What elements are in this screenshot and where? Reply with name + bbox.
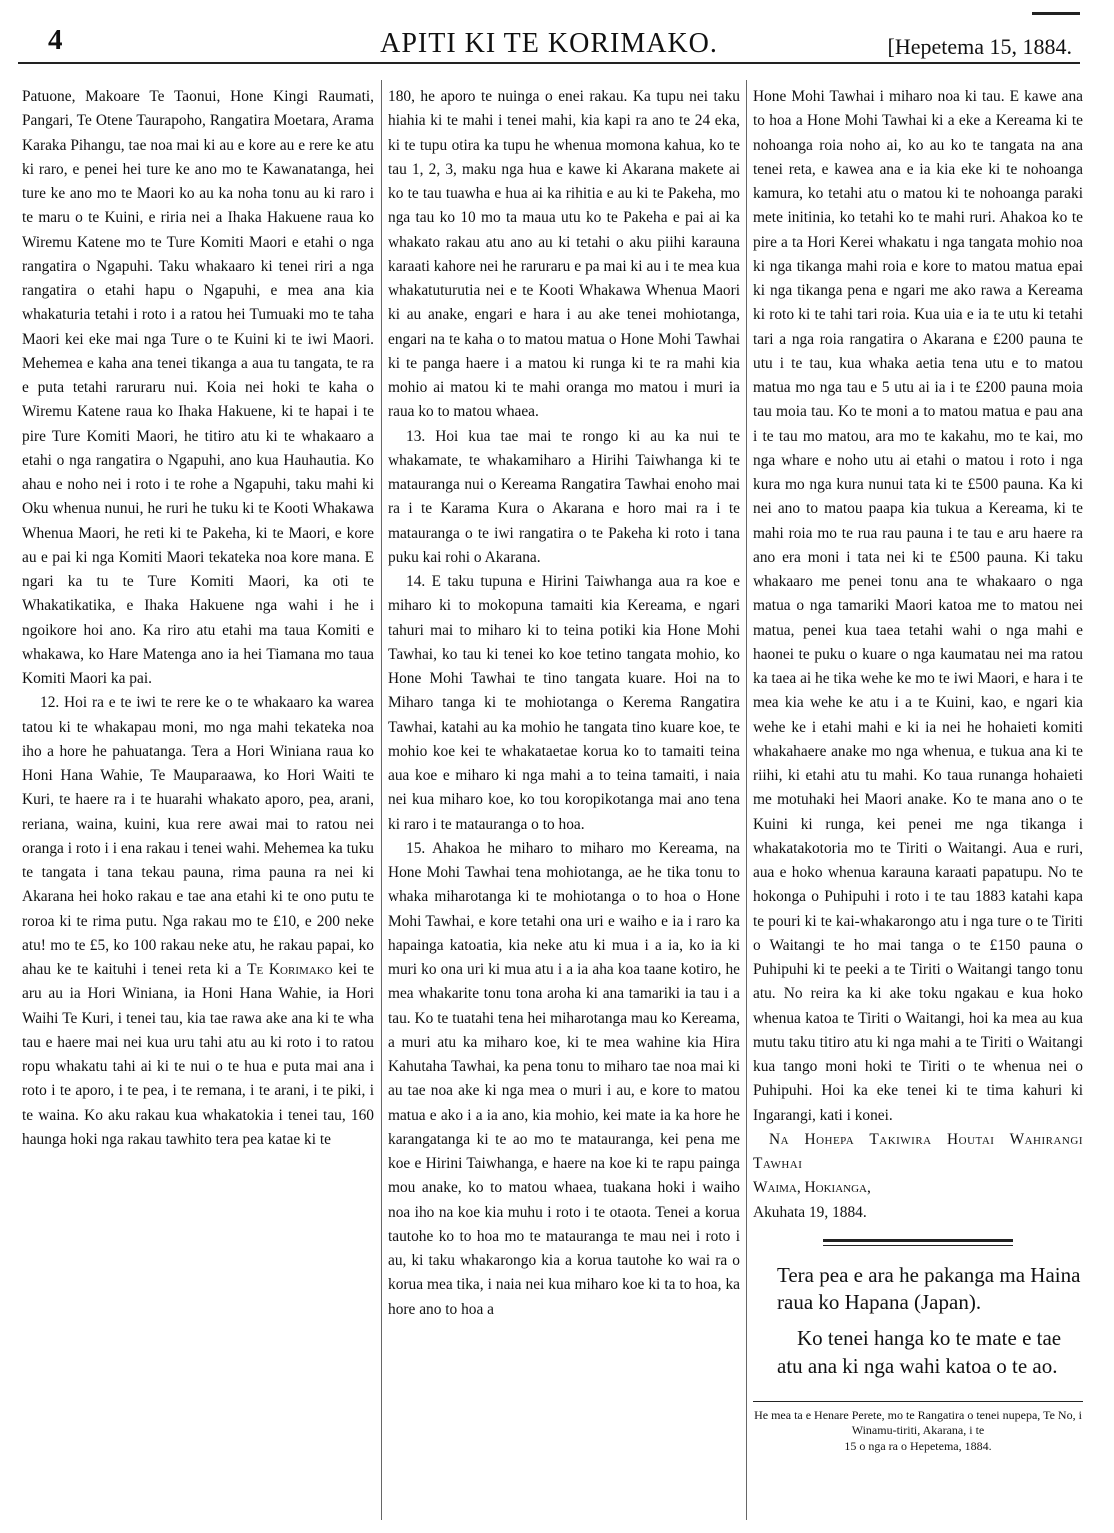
- news-notice: [777, 1262, 1083, 1381]
- imprint-line: He mea ta e Henare Perete, mo te Rangatira o tenei nupepa, Te No, i Winamu-tiriti, Akarana, i te: [754, 1407, 1082, 1438]
- imprint-line: 15 o nga ra o Hepetema, 1884.: [844, 1438, 992, 1453]
- newspaper-name: Te Korimako: [247, 961, 333, 978]
- article-paragraph-13: 13. Hoi kua tae mai te rongo ki au ka nui te whakamate, te whakamiharo a Hirihi Taiwhanga ki te matauranga nui o Kereama Rangatira Tawhai enoho mai ra i te Karama Kura o Akarana e horo mai ra i te matauranga o te iwi rangatira o te Pakeha ki roto i tana puku kai rohi o Akarana.: [388, 427, 740, 566]
- header-ornament: [1032, 12, 1080, 21]
- signature-name: Na Hohepa Takiwira Houtai Wahirangi Tawhai: [753, 1130, 1083, 1172]
- notice-line: Ko tenei hanga ko te mate e tae atu ana ki nga wahi katoa o te ao.: [777, 1326, 1062, 1378]
- printer-imprint: [753, 1408, 1083, 1455]
- article-paragraph-14: 14. E taku tupuna e Hirini Taiwhanga aua ra koe e miharo ki to mokopuna tamaiti kia Kereama, e ngari tahuri mai to miharo ki to teina potiki kia Hone Mohi Tawhai, ko tau ki tenei ko koe tetino tangata mohio, ko Hone Mohi Tawhai te tino tangata kuare. Hoi na to Miharo tanga ki te mohiotanga o Kerema Rangatira Tawhai, katahi au ka mohio he tangata tino kuare koe, te mohio koe kei te whakataetae korua ko to tamaiti teina aua koe e miharo ki nga mahi a to teina tamaiti, i naia nei kua miharo koe, ko tou koropikotanga mai ano tena ki raro i te matauranga o to hoa.: [388, 573, 740, 833]
- page-number: 4: [48, 24, 63, 56]
- notice-line: Tera pea e ara he pakanga ma Haina raua ko Hapana (Japan).: [777, 1262, 1081, 1315]
- imprint-divider: [753, 1401, 1083, 1402]
- article-paragraph-15: 15. Ahakoa he miharo to miharo mo Kereama, na Hone Mohi Tawhai tena mohiotanga, ae he tika tonu to whaka miharotanga ki te mohiotanga o to hoa o Hone Mohi Tawhai, e kore tetahi ona uri e waiho e ia i raro ka hapainga katoatia, kia neke atu ki mua i a ia, ko ia ki muri ko ona uri ki mua atu i a ia aha koa taane kotiro, he mea whakarite tonu tona aroha ki ana tamariki ia tau i a tau. Ko te tuatahi tena hei miharotanga mau ko Kereama, a muri atu ka miharo koe, ki te mea wahine kia Hira Kahutaha Tawhai, ka pena tonu to miharo tae noa mai ki au tae noa ake ki nga mea o muri i au, e kore to matou matua e ako i a ia ano, kia mohio, kei mate ia ka hore he karangatanga ki te ao mo te matauranga, kei pena me koe e Hirini Taiwhanga, e haere na koe ki te rapu painga mou anake, ko to matou whaea, tuakana hoki i waiho noa iho na koe kia muhu i roto i te otaota. Tenei a korua tautohe ko to hoa mo te matauranga te mau nei i roto i au, ki taku whakarongo kia a korua tautohe ko wai ra o korua mea tika, i naia nei kua miharo koe ki ta to hoa, ka hore ano to hoa a: [388, 839, 740, 1318]
- article-paragraph-12: 12. Hoi ra e te iwi te rere ke o te whakaaro ka warea tatou ki te whakapau moni, mo nga mahi tekateka noa iho a hore he pahuatanga. Tera a Hori Winiana raua ko Honi Hana Wahie, Te Mauparaawa, ko Hori Waiti te Kuri, te haere ra i te huarahi whakato aporo, pea, arani, reriana, waina, kuini, kua rere awai mai to ratou nei oranga i roto i i ena rakau i tenei wahi. Mehemea ka tuku te tangata i tana tekau pauna, rima pauna ra nei ki Akarana hei hoko rakau e tae ana etahi ki te ono putu te roroa ki te rima putu. Nga rakau mo te £10, e 200 neke atu! mo te £5, ko 100 rakau neke atu, he rakau papai, ko ahau ke te kaituhi i tenei reta ki a Te Korimako kei te aru au ia Hori Winiana, ia Honi Hana Wahie, ia Hori Waihi Te Kuri, i tenei tau, kia tae rawa ake ana ki te wha tau e haere mai nei kua uru tahi atu au ki roto i to ratou ropu whakatu tahi ai ki te nui o te hua e puta mai ana i roto i te aporo, i te pea, i te remana, i te arani, i te piki, i te waina. Ko aku rakau kua whakatokia i tenei tau, 160 haunga hoki nga rakau tawhito tera pea katae ki te: [22, 694, 374, 1148]
- article-paragraph: Hone Mohi Tawhai i miharo noa ki tau. E kawe ana to hoa a Hone Mohi Tawhai ki a eke a Kereama ki te nohoanga roia noho ai, ko au ko te tangata na ana tenei reta, e kawea ana e ia kia eke ki te nohoanga kamura, ko tetahi atu o matou ki te nohoanga paraki mete initinia, ko tetahi ko te mahi ruri. Ahakoa ko te pire a ta Hori Kerei whakatu i nga tangata mohio noa ki nga tikanga mahi roia e kore to matou matua epai ki nga tikanga pena e ngari me ako rawa a Kereama ki roto ki te tahi tari roia. Kua uia e ia te utu ki tetahi tari a nga roia rangatira o Akarana e £200 pauna te utu i te tau, kua whaka aetia tena utu e to matou matua mo nga tau e 5 utu ai ia i te £200 pauna moia tau moia tau. Ko te moni a to matou matua e pau ana i te tau mo matou, ara mo te kakahu, mo te kai, mo nga whare e noho utu ai etahi o matou i roto i nga kura mo nga kura nunui tata ki te £500 pauna. Ka ki nei ano to matou paapa kia tukua a Kereama, ki te mahi roia mo te rua rau pauna i te tau e aru haere ra ano era moni i tata nei ki te £500 pauna. Ki taku whakaaro me penei tonu ana te whakaaro o nga matua o nga tamariki Maori katoa me to matou nei matua, penei kua taea tetahi wahi o nga mahi e haonei te puku o kuare o nga kaumatau nei ma ratou ka taea ai he tika wehe ke mo te iwi Maori, e hara i te mea kia wehe ke atu i a te Kuini, kao, e ngari kia wehe ke i etahi mahi e ki ia nei he hohaieti komiti whakahaere anake mo nga whenua, e tukua ana ki te riihi, ki etahi atu tu mahi. Ko taua runanga hohaieti me motuhaki hei Maori anake. Ko te mana ano o te Kuini ki runga, kei penei me nga tikanga i whakatakotoria mo te Tiriti o Waitangi. Aua e ruri, aua e hoko whenua karauna karaati papatupu. No te hokonga o Puhipuhi i roto i te tau 1883 katahi kapa te pouri ki te kai-whakarongo atu i nga ture o te Tiriti o Waitangi te ho mai tanga o te £150 pauna o Puhipuhi ki te peeki a te Tiriti o Waitangi tango tonu atu. No reira ka ki ake toku ngakau e kua hoko whenua katoa te Tiriti o Waitangi, hoi ka mea au kua mutu taku titiro atu ki nga mahi a te Tiriti o Waitangi kua tango moni hoki te Tiriti o te whenua nei o Puhipuhi. Hoi ka eke tenei ki te tima kahuri ki Ingarangi, kati i konei.: [753, 88, 1083, 1124]
- article-paragraph: 180, he aporo te nuinga o enei rakau. Ka tupu nei taku hiahia ki te mahi i tenei mahi, kia kapi ra ano te 24 eka, ki te tupu otira ka tupu he whenua momona kahua, ko te tau 1, 2, 3, maku nga hua e kawe ki Akarana makete ai ko te tau tuawha e hua ai ka rihitia e au ki te Pakeha, mo nga tau ko 10 mo ta maua utu ko te Pakeha e pai ai ka whakato rakau atu ano au ki tetahi o aku piihi karauna karaati kahore nei he raruraru e pa mai ki au i te mea kua whakatuturutia nei e te Kooti Whakawa Whenua Maori ki au anake, engari e hara i au ake tenei mohiotanga, engari na te kaha o to matou matua o Hone Mohi Tawhai ki te panga haere i a matou ki runga ki te ra mahi kia mohio ai matou ki te mahi oranga mo matou i muri ia raua ko to matou whaea.: [388, 88, 740, 421]
- column-3: [753, 85, 1083, 1523]
- issue-date: [Hepetema 15, 1884.: [887, 34, 1072, 59]
- column-2: [388, 85, 740, 1523]
- page-header: [18, 22, 1080, 64]
- section-divider: [823, 1239, 1013, 1246]
- article-paragraph: Patuone, Makoare Te Taonui, Hone Kingi Raumati, Pangari, Te Otene Taurapoho, Rangatira Moetara, Arama Karaka Pihangu, tae noa mai ki au e kore au e rere ke atu ki raro, e penei hei ture ke ano mo te Kawanatanga, hei ture ke ano mo te Maori ko au ka noha tonu au ki raro i te maru o te Kuini, e riria nei a Ihaka Hakuene raua ko Wiremu Katene mo te Ture Komiti Maori e etahi o nga rangatira o Ngapuhi. Taku whakaaro ki tenei riri a nga rangatira o etahi hapu o Ngapuhi, e mea ana kia whakaturia tetahi i roto i a ratou hei Tumuaki mo te taha Maori kei eke mai nga Ture o te Kuini ki te iwi Maori. Mehemea e kaha ana tenei tikanga a aua tu tangata, te ra e puta tetahi raruraru nui. Koia nei hoki te kaha o Wiremu Katene raua ko Ihaka Hakuene, ki te hapai i te pire Ture Komiti Maori, he titiro atu ki te whakaaro a etahi o nga rangatira o Ngapuhi, ano kua Hauhautia. Ko ahau e noho nei i roto i te rohe a Ngapuhi, taku mahi ki Oku whenua nunui, he ruri he tuku ki te Kooti Whakawa Whenua Maori, he reti ki te Pakeha, ki te Maori, e kore au e pai ki nga Komiti Maori tekateka noa kore mana. E ngari ka tu te Ture Komiti Maori, ka oti te Whakatikatika, e Ihaka Hakuene nga wahi i he i ngoikore hoi ano. Ka riro atu etahi ma taua Komiti e whakawa, ko Hare Matenga ano ia hei Tiamana mo taua Komiti Maori ka pai.: [22, 88, 374, 687]
- column-divider-1: [381, 80, 382, 1520]
- signature-place: Waima, Hokianga,: [753, 1179, 871, 1197]
- column-1: [22, 85, 374, 1523]
- signature-date: Akuhata 19, 1884.: [753, 1203, 867, 1221]
- column-divider-2: [746, 80, 747, 1520]
- newspaper-title: APITI KI TE KORIMAKO.: [380, 28, 718, 59]
